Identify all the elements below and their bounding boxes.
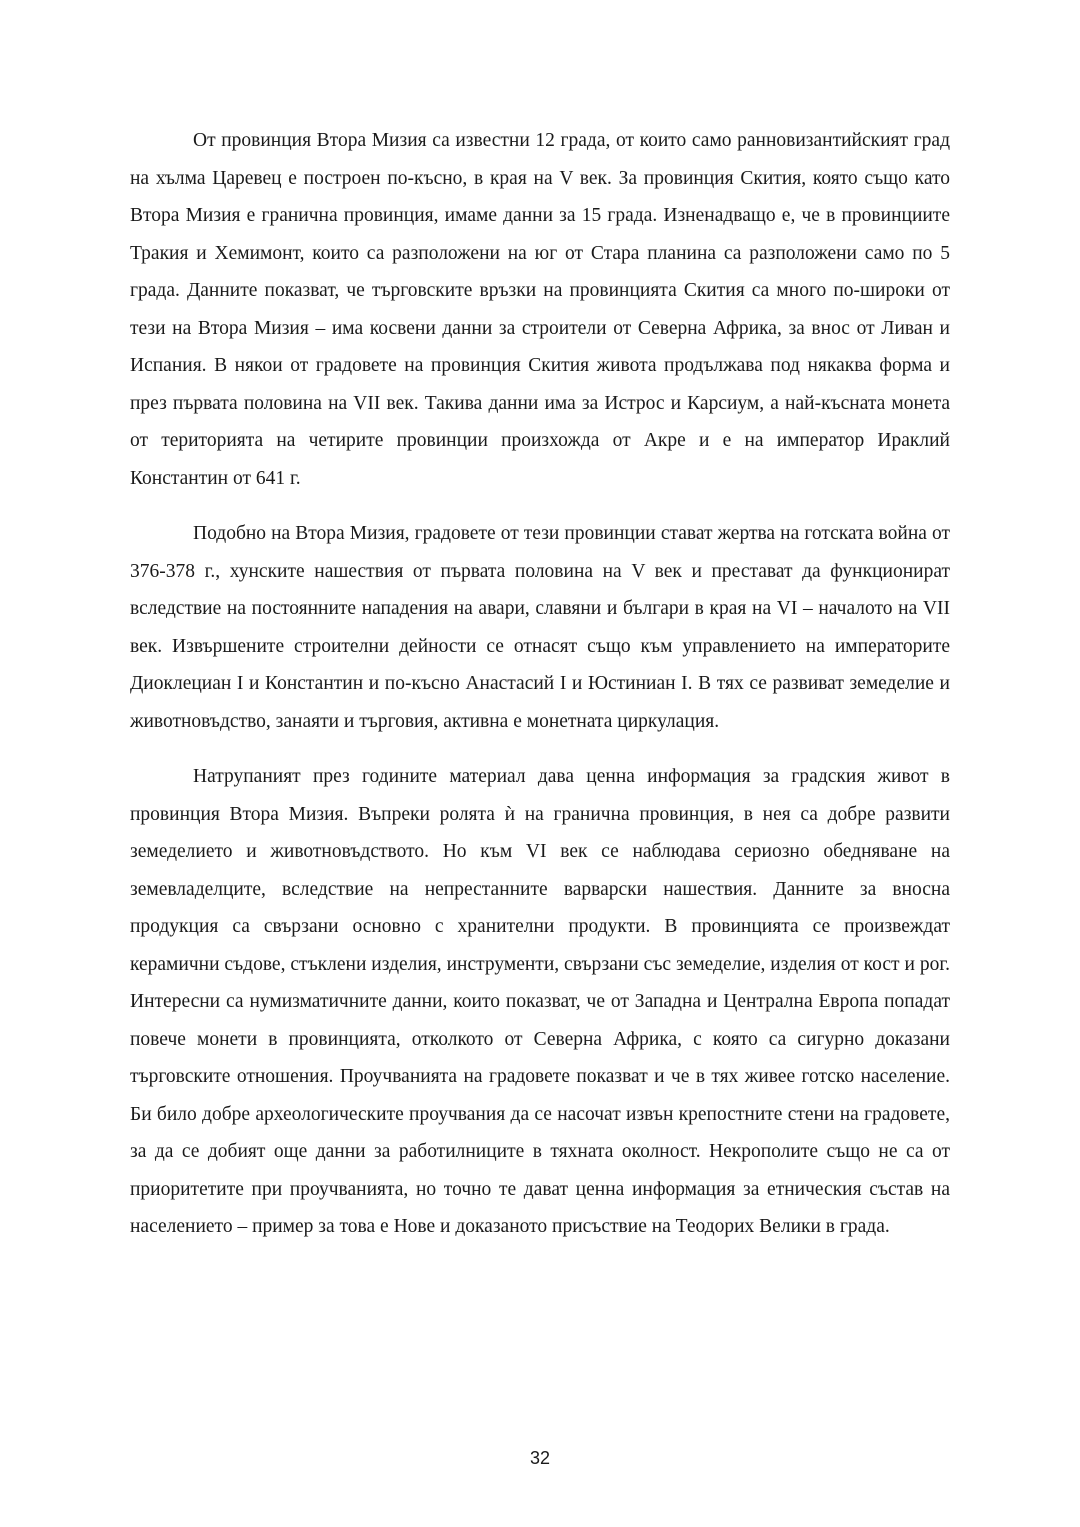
body-text xyxy=(130,122,950,1264)
page-number: 32 xyxy=(529,1448,551,1468)
paragraph-2: Подобно на Втора Мизия, градовете от тези провинции стават жертва на готската война от 376-378 г., хунските нашествия от първата половина на V век и престават да функционират вследствие на постоянните нападения на авари, славяни и българи в края на VI – началото на VII век. Извършените строителни дейности се отнасят също към управлението на императорите Диоклециан I и Константин и по-късно Анастасий I и Юстиниан I. В тях се развиват земеделие и животновъдство, занаяти и търговия, активна е монетната циркулация. xyxy=(130,523,950,732)
paragraph-1: От провинция Втора Мизия са известни 12 града, от които само ранновизантийският град на хълма Царевец е построен по-късно, в края на V век. За провинция Скития, която също като Втора Мизия е гранична провинция, имаме данни за 15 града. Изненадващо е, че в провинциите Тракия и Хемимонт, които са разположени на юг от Стара планина са разположени само по 5 града. Данните показват, че търговските връзки на провинцията Скития са много по-широки от тези на Втора Мизия – има косвени данни за строители от Северна Африка, за внос от Ливан и Испания. В някои от градовете на провинция Скития живота продължава под някаква форма и през първата половина на VII век. Такива данни има за Истрос и Карсиум, а най-късната монета от територията на четирите провинции произхожда от Акре и е на император Ираклий Константин от 641 г. xyxy=(130,130,950,489)
paragraph-3: Натрупаният през годините материал дава ценна информация за градския живот в провинция Втора Мизия. Въпреки ролята ѝ на гранична провинция, в нея са добре развити земеделието и животновъдството. Но към VI век се наблюдава сериозно обедняване на земевладелците, вследствие на непрестанните варварски нашествия. Данните за вносна продукция са свързани основно с хранителни продукти. В провинцията се произвеждат керамични съдове, стъклени изделия, инструменти, свързани със земеделие, изделия от кост и рог. Интересни са нумизматичните данни, които показват, че от Западна и Централна Европа попадат повече монети в провинцията, отколкото от Северна Африка, с която са сигурно доказани търговските отношения. Проучванията на градовете показват и че в тях живее готско население. Би било добре археологическите проучвания да се насочат извън крепостните стени на градовете, за да се добият още данни за работилниците в тяхната околност. Некрополите също не са от приоритетите при проучванията, но точно те дават ценна информация за етническия състав на населението – пример за това е Нове и доказаното присъствие на Теодорих Велики в града. xyxy=(130,766,950,1237)
